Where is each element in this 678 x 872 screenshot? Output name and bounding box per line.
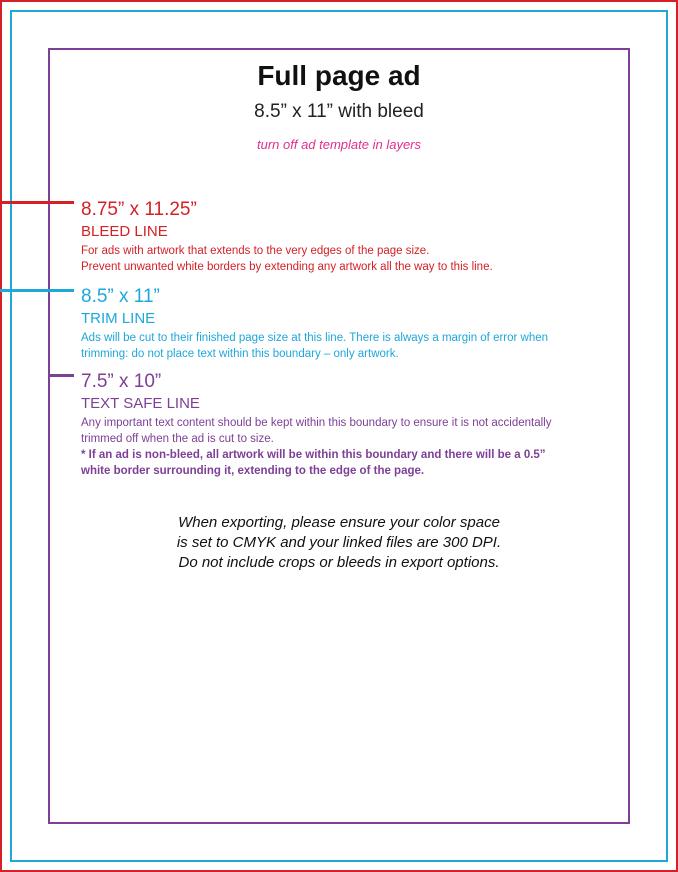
- non-bleed-note-line-2: white border surrounding it, extending to the edge of the page.: [81, 465, 425, 477]
- trim-section: [81, 286, 621, 362]
- page-subtitle: 8.5” x 11” with bleed: [254, 101, 424, 122]
- export-line-1: When exporting, please ensure your color space: [178, 514, 500, 531]
- export-instructions: [0, 513, 678, 573]
- non-bleed-note: [81, 447, 621, 479]
- bleed-size: 8.75” x 11.25”: [81, 199, 197, 220]
- bleed-name: BLEED LINE: [81, 223, 168, 240]
- bleed-marker: [0, 201, 74, 204]
- safe-size: 7.5” x 10”: [81, 371, 162, 392]
- bleed-section: [81, 199, 621, 275]
- bleed-description: [81, 243, 621, 275]
- export-line-3: Do not include crops or bleeds in export options.: [178, 554, 500, 571]
- trim-name: TRIM LINE: [81, 310, 156, 327]
- page-title: Full page ad: [257, 60, 421, 91]
- safe-desc-line-2: trimmed off when the ad is cut to size.: [81, 433, 274, 445]
- layer-note: turn off ad template in layers: [256, 137, 422, 152]
- trim-description: [81, 330, 621, 362]
- trim-desc-line-1: Ads will be cut to their finished page size at this line. There is always a margin of error when: [81, 332, 549, 344]
- safe-description: [81, 415, 621, 447]
- safe-name: TEXT SAFE LINE: [81, 395, 200, 412]
- safe-desc-line-1: Any important text content should be kept within this boundary to ensure it is not accidentally: [81, 417, 552, 429]
- safe-section: [81, 371, 621, 479]
- trim-size: 8.5” x 11”: [81, 286, 160, 307]
- trim-marker: [0, 289, 74, 292]
- safe-marker: [48, 374, 74, 377]
- non-bleed-note-line-1: * If an ad is non-bleed, all artwork will be within this boundary and there will be a 0.5”: [81, 449, 546, 461]
- bleed-desc-line-1: For ads with artwork that extends to the very edges of the page size.: [81, 245, 430, 257]
- trim-desc-line-2: trimming: do not place text within this boundary – only artwork.: [81, 348, 399, 360]
- bleed-desc-line-2: Prevent unwanted white borders by extending any artwork all the way to this line.: [81, 261, 493, 273]
- export-line-2: is set to CMYK and your linked files are 300 DPI.: [176, 534, 502, 551]
